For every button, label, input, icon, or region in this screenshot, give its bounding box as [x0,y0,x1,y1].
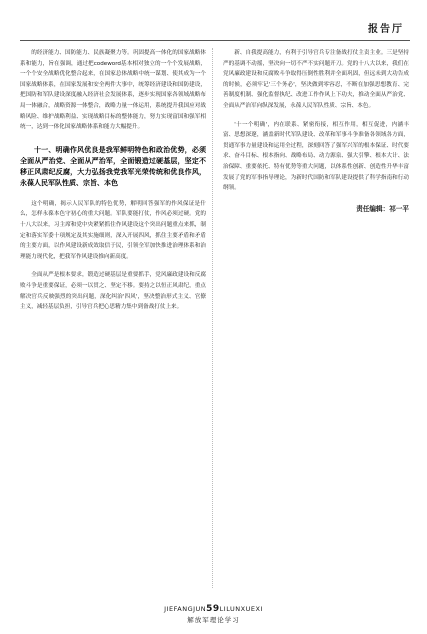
journal-name-en-right: LILUNXUEXI [219,605,263,613]
body-paragraph: 全面从严是根本要求，锻造过硬基层是重要抓手，党风廉政建设和反腐败斗争是重要保证，必须一以贯之、坚定不移。要持之以恒正风肃纪，重点解决官兵反映强烈的突出问题，深化纠治'四风'，坚决整治形式主义、官僚主义，减轻基层负担，引导官兵把心思精力集中到备战打仗上来。 [20,272,206,311]
section-label: 报告厅 [368,24,404,35]
body-paragraph: '十一个明确'，内在联系、紧密衔接，相互作用，相互促进，内涵丰富、思想深邃，涵盖新时代军队建设、改革和军事斗争准备各领域各方面，贯通军事力量建设和运用全过程，深刻回答了强军兴军的根本保证、时代要求、奋斗目标、根本指向、战略布局、动力源泉、强大引擎、根本大计、法治保障、重要依托、特有优势等重大问题，以体系性创新、创造性升华丰富发展了党的军事指导理论，为新时代国防和军队建设提供了科学指南和行动纲领。 [223,121,409,192]
header-rule [20,40,410,41]
journal-name-cn: 解放军理论学习 [187,616,240,624]
body-paragraph: 这个明确，揭示人民军队的特色优势，解明回答强军的作风保证是什么，怎样永葆本色守初心的重大问题。军队要能打仗，作风必须过硬。党的十八大以来，习主席和党中央紧紧抓住作风建设这个突出问题重点来抓，制定和落实军委十项规定及其实施细则，深入开展四风，抓住主要矛盾和矛盾的主要方面，以作风建设新成效取信于民，引领全军加快推进治理体系和治理能力现代化，把我军作风建设推向新高度。 [20,200,206,260]
left-column [20,48,206,313]
journal-name-en-left: JIEFANGJUN [164,605,207,613]
right-column [223,48,409,214]
body-paragraph: 新、自我提高能力，有利于引导官兵专注备战打仗主责主业。三是坚持严的基调不动摇，坚决向一切不严不实问题开刀。党的十八大以来，我们在党风廉政建设和反腐败斗争取得压倒性胜利并全面巩固，但远未到大功告成的时候，必须牢记'三个务必'，坚决做到零容忍，不断在加强思想教育、完善制度机制、强化监督执纪、改进工作作风上下功夫，推动全面从严治党、全面从严治军向纵深发展，永葆人民军队性质、宗旨、本色。 [223,50,409,109]
body-paragraph: 的经济能力、国防能力、民族凝聚力等。巩固提高一体化的国家战略体系和能力，旨在强调，通过把codeword基本相对独立的一个个发展战略，一个个安全战略优化整合起来，在国家总体战略中统一谋划、使其成为一个国家战略体系，在国家发展和安全两件大事中，统筹经济建设和国防建设，把国防和军队建设深度融入经济社会发展体系，逐步实现国家各领域战略布局一体融合，战略资源一体整合，战略力量一体运用，系统提升我国应对战略风险、维护战略利益、实现战略目标的整体能力，努力实现富国和强军相统一，达到一体化国家战略体系和能力大幅提升。 [20,50,206,131]
page-header [20,18,410,38]
page-footer [0,604,427,624]
section-heading: 十一、明确作风优良是我军鲜明特色和政治优势，必须全面从严治党、全面从严治军，全面锻造过硬基层，坚定不移正风肃纪反腐，大力弘扬我党我军光荣传统和优良作风，永葆人民军队性质、宗旨、本色 [20,145,206,187]
page-number: 59 [206,604,220,614]
column-divider [212,48,213,588]
editor-credit: 责任编辑：祁一平 [356,204,409,213]
